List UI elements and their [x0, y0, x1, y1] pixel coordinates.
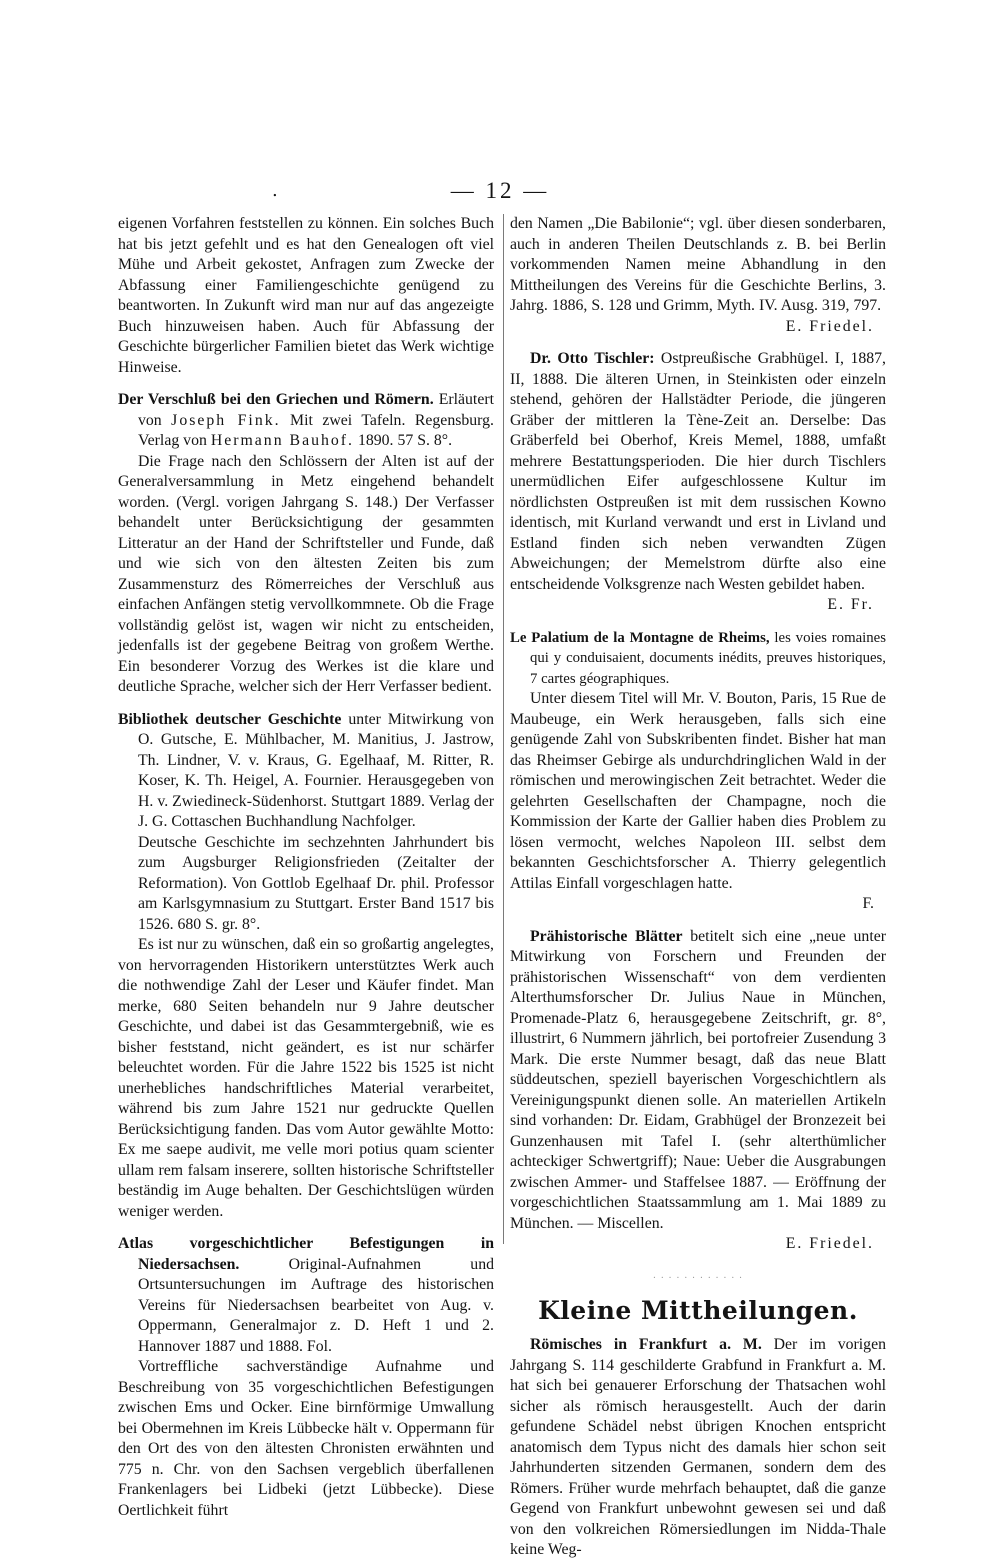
review-verschluss: [118, 390, 494, 698]
stray-dot: .: [272, 180, 278, 201]
citation-text: Mit zwei Tafeln. Regensburg. Verlag von: [138, 411, 494, 449]
note-frankfurt-body: [510, 1335, 886, 1561]
note-text: Der im vorigen Jahrgang S. 114 geschilderte Grabfund in Frankfurt a. M. hat sich bei genauerer Erforschung der Thatsachen wohl sicher als römisch herausgestellt. Auch der darin gefundene Schädel nebst übrigen Knochen entspricht anatomisch dem Typus nicht des damals hier schon seit Jahrhunderten sitzenden Germanen, sondern dem des Römers. Früher wurde mehrfach behauptet, daß die ganze Gegend von Frankfurt unbewohnt gewesen sei und daß von den volkreichen Römersiedlungen im Nidda-Thale keine Weg-: [510, 1336, 886, 1558]
review-palatium-body: Unter diesem Titel will Mr. V. Bouton, Paris, 15 Rue de Maubeuge, ein Werk herausgeben, falls sich eine genügende Zahl von Subskribenten findet. Bisher hat man das Rheimser Gebirge als undurchdringlichen Wald in der römischen und merowingischen Zeit betrachtet. Weder die gelehrten Gesellschaften der Champagne, noch die Kommission der Karte der Gallier haben dies Problem zu lösen vermocht, welches Napoleon III. selbst dem bekannten Geschichtsforscher A. Thierry gelegentlich Attilas Einfall vorgeschlagen hatte.: [510, 690, 886, 892]
author-name: Joseph Fink.: [171, 411, 281, 429]
column-divider: [503, 214, 504, 1244]
review-text: betitelt sich eine „neue unter Mitwirkung von Forschern und Freunden der prähistorischen Wissenschaft“ von dem verdienten Alterthumsforscher Dr. Julius Naue in München, Promenade-Platz 6, herausgegebene Zeitschrift, gr. 8°, illustrirt, 6 Nummern jährlich, bei portofreier Zusendung 3 Mark. Die erste Nummer besagt, daß das neue Blatt süddeutschen, speziell bayerischen Vorgeschichtlern als Vereinigungspunkt dienen solle. An materiellen Artikeln sind vorhanden: Dr. Eidam, Grabhügel der Bronzezeit bei Gunzenhausen mit Tafel I. (sehr alterthümlicher achteckiger Schwertgriff); Naue: Ueber die Ausgrabungen zwischen Ammer- und Staffelsee 1887. — Eröffnung der vorgeschichtlichen Staatssammlung am 1. Mai 1889 zu München. — Miscellen.: [510, 927, 886, 1232]
babilonie-note: [510, 214, 886, 337]
review-atlas-citation: [118, 1234, 494, 1357]
signature-efr: E. Fr.: [827, 596, 874, 613]
signature-friedel-1: E. Friedel.: [785, 317, 874, 335]
review-palatium-citation: [510, 628, 886, 690]
review-tischler-body: [510, 349, 886, 595]
section-title: Kleine Mittheilungen.: [538, 1295, 858, 1325]
review-atlas-body: Vortreffliche sachverständige Aufnahme und Beschreibung von 35 vorgeschichtlichen Befestigungen zwischen Ems und Ocker. Eine birnförmige Umwallung bei Obermehnen im Kreis Lübbecke hält v. Oppermann für den Ort des von den ältesten Chronisten erwähnten und 775 n. Chr. von den Sachsen vergeblich überfallenen Frankenlagers bei Lidbeki (jetzt Lübbecke). Diese Oertlichkeit führt: [118, 1358, 494, 1519]
citation-text: Erläutert von: [138, 391, 494, 429]
review-atlas: [118, 1234, 494, 1521]
review-tischler: [510, 349, 886, 616]
signature-friedel-2: E. Friedel.: [785, 1235, 874, 1252]
babilonie-paragraph: den Namen „Die Babilonie“; vgl. über diesen sonderbaren, auch in anderen Theilen Deutschlands z. B. bei Berlin vorkommenden Namen meine Abhandlung in den Mittheilungen des Vereins für die Geschichte Berlins, 3. Jahrg. 1886, S. 128 und Grimm, Myth. IV. Ausg. 319, 797.: [510, 215, 886, 314]
signature-f: F.: [862, 895, 874, 912]
page-number: — 12 —: [450, 178, 550, 203]
review-palatium: [510, 628, 886, 915]
review-tischler-title: Dr. Otto Tischler:: [530, 350, 655, 367]
review-atlas-title: Atlas vorgeschichtlicher Befestigungen in Niedersachsen.: [118, 1235, 494, 1273]
left-intro-paragraph: eigenen Vorfahren feststellen zu können. Ein solches Buch hat bis jetzt gefehlt und es hat den Genealogen oft viel Mühe und Arbeit gekostet, Anfragen zum Zwecke der Abfassung einer Familiengeschichte genügend zu beantworten. In Zukunft wird man nur auf das angezeigte Buch hinzuweisen haben. Auch für Abfassung der Geschichte bürgerlicher Familien bietet das Werk wichtige Hinweise.: [118, 215, 494, 376]
review-verschluss-body: Die Frage nach den Schlössern der Alten ist auf der Generalversammlung in Metz eingehend behandelt worden. (Vergl. vorigen Jahrgang S. 148.) Der Verfasser behandelt unter Berücksichtigung der gesammten Litteratur an der Hand der Schriftsteller und Funde, daß und wie sich von den ältesten Zeiten bis zum Zusammensturz des Römerreiches der Verschluß aus einfachen Anfängen stetig vervollkommnete. Ob die Frage vollständig gelöst ist, wagen wir nicht zu entscheiden, jedenfalls ist der gegebene Beitrag von großem Werthe. Ein besonderer Vorzug des Werkes ist die klare und deutliche Sprache, welcher sich der Herr Verfasser bedient.: [118, 452, 494, 695]
note-roemisches-frankfurt: [510, 1335, 886, 1561]
note-frankfurt-title: Römisches in Frankfurt a. M.: [530, 1336, 762, 1353]
review-verschluss-citation: [118, 390, 494, 452]
review-bibliothek-volume: Deutsche Geschichte im sechzehnten Jahrhundert bis zum Augsburger Religionsfrieden (Zeitalter der Reformation). Von Gottlob Egelhaaf Dr. phil. Professor am Karlsgymnasium zu Stuttgart. Erster Band 1517 bis 1526. 680 S. gr. 8°.: [138, 833, 494, 933]
review-praehistorische-blaetter: [510, 927, 886, 1255]
review-bibliothek-citation: [118, 710, 494, 833]
review-palatium-title: Le Palatium de la Montagne de Rheims,: [510, 629, 770, 646]
citation-text: unter Mitwirkung von O. Gutsche, E. Mühlbacher, M. Manitius, J. Jastrow, Th. Lindner, V. v. Kraus, G. Egelhaaf, M. Ritter, R. Koser, K. Th. Heigel, A. Fournier. Herausgegeben von H. v. Zwiedineck-Südenhorst. Stuttgart 1889. Verlag der J. G. Cottaschen Buchhandlung Nachfolger.: [138, 710, 494, 830]
review-bibliothek-body: Es ist nur zu wünschen, daß ein so großartig angelegtes, von hervorragenden Historikern unterstütztes Werk auch die nothwendige Zahl der Leser und Käufer findet. Man merke, 680 Seiten behandeln nur 9 Jahre deutscher Geschichte, und dabei ist das Gesammtergebniß, wie es bisher feststand, nicht geändert, es ist nur schärfer beleuchtet worden. Für die Jahre 1522 bis 1525 ist nicht unerhebliches handschriftliches Material verarbeitet, während bis zum Jahre 1521 nur gedruckte Quellen Berücksichtigung fanden. Das vom Autor gewählte Motto: Ex me saepe audivit, me velle mori potius quam scienter ullam rem falsam inserere, sollten historische Schriftsteller beständig im Auge behalten. Der Geschichtslügen würden weniger werden.: [118, 936, 494, 1220]
publisher-name: Hermann Bauhof.: [210, 432, 355, 449]
citation-text: Original-Aufnahmen und Ortsuntersuchungen im Auftrage des historischen Vereins für Niedersachsen bearbeitet von Aug. v. Oppermann, Generalmajor z. D. Heft 1 und 2. Hannover 1887 und 1888. Fol.: [138, 1255, 494, 1355]
review-bibliothek: [118, 710, 494, 1223]
review-text: Ostpreußische Grabhügel. I, 1887, II, 1888. Die älteren Urnen, in Steinkisten oder einzeln stehend, gehören der Hallstädter Periode, die jüngeren Gräber der mittleren la Tène-Zeit an. Derselbe: Das Gräberfeld bei Oberhof, Kreis Memel, 1888, umfaßt mehrere Bestattungsperioden. Die hier durch Tischlers unermüdlichen Eifer aufgeschlossene Kultur im nördlichsten Ostpreußen ist mit dem russischen Kowno identisch, mit Kurland verwandt und erst in Livland und Estland finden sich neben verwandten Zügen Abweichungen; der Memelstrom dürfte also eine entscheidende Volksgrenze nach Westen gebildet haben.: [510, 350, 886, 593]
citation-text: 1890. 57 S. 8°.: [354, 432, 453, 449]
ornamental-divider: · · · · · · · · · · · ·: [652, 1272, 744, 1284]
review-blaetter-title: Prähistorische Blätter: [530, 927, 683, 945]
citation-text: les voies romaines qui y conduisaient, documents inédits, preuves historiques, 7 cartes géographiques.: [530, 629, 886, 687]
right-column: [510, 214, 886, 1561]
left-column: [118, 214, 494, 1521]
review-blaetter-body: [510, 927, 886, 1235]
review-bibliothek-title: Bibliothek deutscher Geschichte: [118, 710, 342, 728]
review-verschluss-title: Der Verschluß bei den Griechen und Römern.: [118, 391, 434, 408]
